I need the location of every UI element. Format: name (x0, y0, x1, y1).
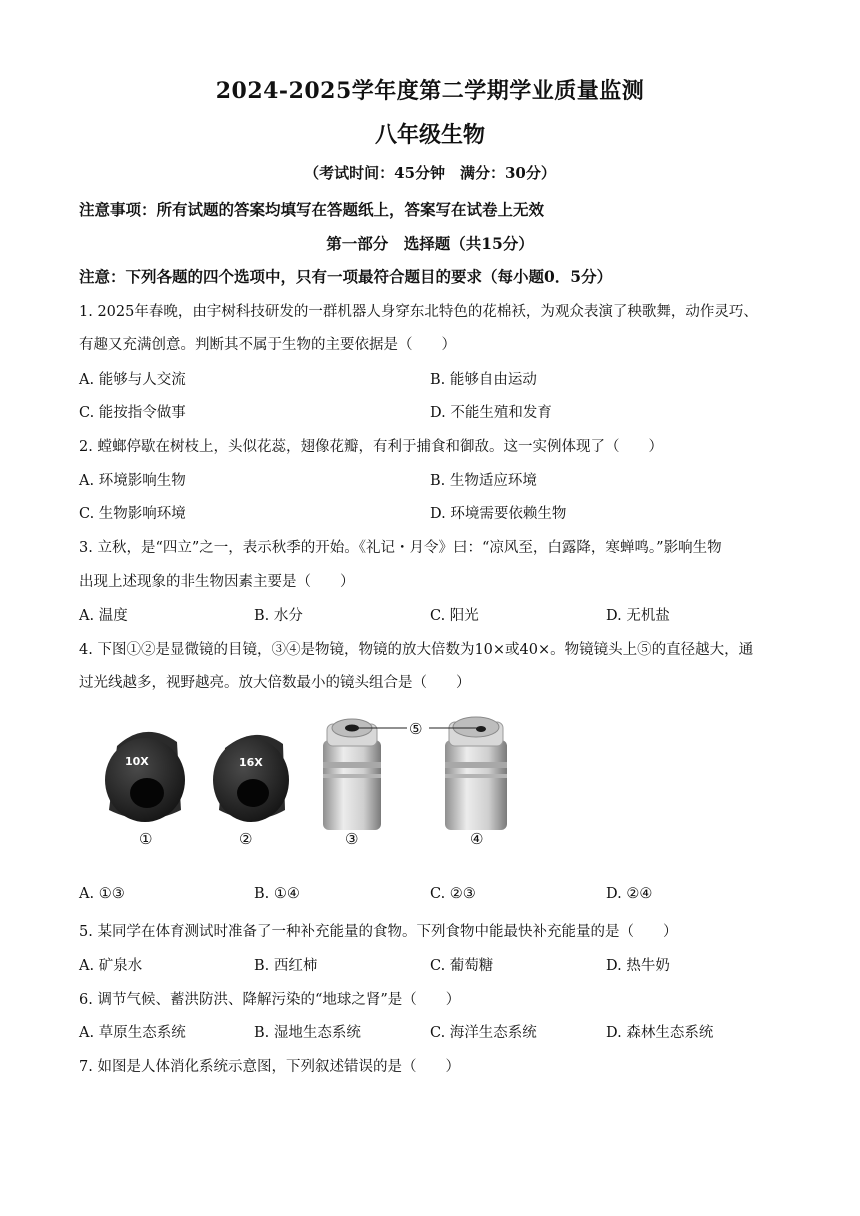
question-2-option-b: B. 生物适应环境 (430, 473, 537, 489)
eyepiece-1-mag-label: 10X (125, 755, 149, 768)
question-4-option-c: C. ②③ (430, 886, 476, 902)
question-3-option-b: B. 水分 (254, 608, 303, 624)
question-1-option-a: A. 能够与人交流 (79, 372, 186, 388)
question-1-option-b: B. 能够自由运动 (430, 372, 537, 388)
notice: 注意事项：所有试题的答案均填写在答题纸上，答案写在试卷上无效 (79, 200, 545, 219)
question-6-option-c: C. 海洋生态系统 (430, 1025, 537, 1041)
question-7-line-1: 7. 如图是人体消化系统示意图，下列叙述错误的是（ ） (79, 1059, 460, 1075)
question-6-option-a: A. 草原生态系统 (79, 1025, 186, 1041)
exam-info: （考试时间：45分钟 满分：30分） (304, 164, 556, 182)
figure-label-1: ① (139, 830, 153, 848)
question-1-option-d: D. 不能生殖和发育 (430, 405, 552, 421)
question-3-option-a: A. 温度 (79, 608, 128, 624)
eyepiece-2-icon (213, 735, 289, 822)
question-1-option-c: C. 能按指令做事 (79, 405, 186, 421)
question-5-option-c: C. 葡萄糖 (430, 958, 494, 974)
subject-title: 八年级生物 (374, 122, 485, 148)
question-4-option-a: A. ①③ (79, 886, 125, 902)
question-6-line-1: 6. 调节气候、蓄洪防洪、降解污染的“地球之肾”是（ ） (79, 992, 461, 1008)
question-5-line-1: 5. 某同学在体育测试时准备了一种补充能量的食物。下列食物中能最快补充能量的是（ ） (79, 924, 678, 940)
question-4-line-2: 过光线越多，视野越亮。放大倍数最小的镜头组合是（ ） (79, 675, 471, 691)
question-6-option-d: D. 森林生态系统 (606, 1025, 714, 1041)
question-3-option-c: C. 阳光 (430, 608, 479, 624)
question-5-option-a: A. 矿泉水 (79, 958, 143, 974)
section-note: 注意：下列各题的四个选项中，只有一项最符合题目的要求（每小题0．5分） (79, 267, 613, 286)
question-3-option-d: D. 无机盐 (606, 608, 670, 624)
question-2-option-a: A. 环境影响生物 (79, 473, 186, 489)
figure-label-3: ③ (345, 830, 359, 848)
question-1-line-1: 1. 2025年春晚，由宇树科技研发的一群机器人身穿东北特色的花棉袄，为观众表演了秧歌舞，动作灵巧、 (79, 304, 758, 320)
question-2-option-d: D. 环境需要依赖生物 (430, 506, 567, 522)
question-5-option-d: D. 热牛奶 (606, 958, 670, 974)
question-4-line-1: 4. 下图①②是显微镜的目镜，③④是物镜，物镜的放大倍数为10×或40×。物镜镜头上⑤的直径越大，通 (79, 642, 754, 658)
eyepiece-2-mag-label: 16X (239, 756, 263, 769)
figure-label-4: ④ (470, 830, 484, 848)
objective-3-icon (323, 719, 381, 830)
question-6-option-b: B. 湿地生态系统 (254, 1025, 361, 1041)
section-heading: 第一部分 选择题（共15分） (326, 234, 534, 253)
question-4-option-d: D. ②④ (606, 886, 653, 902)
question-2-line-1: 2. 螳螂停歇在树枝上，头似花蕊，翅像花瓣，有利于捕食和御敌。这一实例体现了（ ） (79, 439, 663, 455)
question-3-line-1: 3. 立秋，是“四立”之一，表示秋季的开始。《礼记・月令》曰：“凉风至，白露降，寒蝉鸣。”影响生物 (79, 540, 722, 556)
question-3-line-2: 出现上述现象的非生物因素主要是（ ） (79, 574, 355, 590)
question-5-option-b: B. 西红柿 (254, 958, 318, 974)
eyepiece-1-icon (105, 732, 185, 822)
question-2-option-c: C. 生物影响环境 (79, 506, 186, 522)
microscope-lens-figure (95, 710, 535, 850)
question-4-option-b: B. ①④ (254, 886, 300, 902)
marker-5-label: ⑤ (409, 720, 423, 738)
exam-title: 2024-2025学年度第二学期学业质量监测 (215, 78, 645, 104)
figure-label-2: ② (239, 830, 253, 848)
question-1-line-2: 有趣又充满创意。判断其不属于生物的主要依据是（ ） (79, 337, 456, 353)
objective-4-icon (445, 717, 507, 830)
